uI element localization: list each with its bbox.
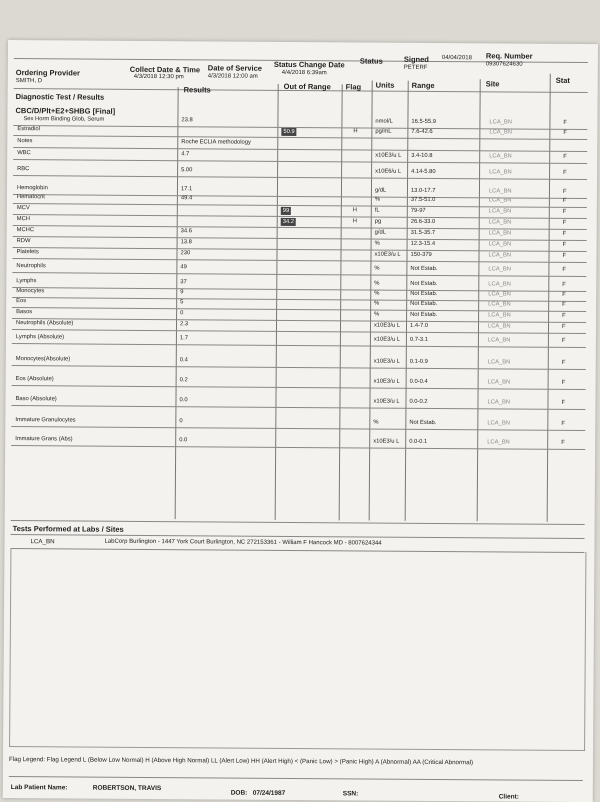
range-value: 3.4-10.8 [411, 152, 433, 159]
row-rule [12, 365, 586, 370]
stat-value: F [561, 337, 566, 344]
dob-value: 07/24/1987 [252, 789, 286, 797]
units-value: nmol/L [375, 118, 393, 125]
site-value: LCA_BN [487, 420, 510, 427]
result-value: 17.1 [180, 186, 193, 193]
site-value: LCA_BN [488, 291, 511, 298]
row-rule [11, 426, 585, 431]
service-label: Date of Service [207, 63, 263, 73]
range-value: 7.6-42.6 [411, 128, 433, 135]
row-rule [12, 343, 586, 348]
signed-date: 04/04/2018 [441, 55, 472, 62]
out-of-range-value: 34.2 [281, 218, 296, 226]
stat-value: F [561, 420, 565, 427]
site-value: LCA_BN [488, 230, 512, 237]
req-number-value: 09307624630 [485, 61, 523, 68]
row-rule [11, 405, 585, 410]
site-value: LCA_BN [489, 169, 512, 176]
result-value: 0 [179, 418, 183, 425]
units-value: % [374, 196, 381, 203]
range-value: Not Estab. [410, 280, 438, 288]
test-name: RDW [16, 238, 31, 245]
site-value: LCA_BN [488, 266, 511, 273]
req-number-label: Req. Number [485, 51, 533, 61]
collect-label: Collect Date & Time [129, 64, 201, 75]
signed-label: Signed [403, 54, 429, 64]
result-value: 0.0 [179, 437, 188, 444]
labs-title: Tests Performed at Labs / Sites [12, 524, 124, 534]
stat-value: F [562, 291, 566, 298]
result-value: 37 [180, 279, 187, 286]
row-rule [12, 329, 586, 334]
units-value: fL [374, 207, 380, 214]
flag-value: H [352, 207, 358, 214]
patient-name: ROBERTSON, TRAVIS [92, 784, 162, 793]
range-value: 0.0-0.4 [409, 378, 428, 385]
range-value: 12.3-15.4 [410, 240, 436, 247]
out-of-range-value: 50.9 [281, 128, 296, 136]
range-value: Not Estab. [410, 311, 438, 319]
row-rule [13, 214, 587, 219]
units-value: pg/mL [375, 128, 392, 135]
stat-value: F [561, 323, 566, 330]
site-value: LCA_BN [487, 379, 511, 386]
test-name: Basos [16, 309, 33, 316]
flag-value: H [353, 128, 358, 135]
site-value: LCA_BN [489, 153, 512, 160]
labs-rule [11, 534, 585, 539]
site-value: LCA_BN [487, 337, 511, 344]
ordering-provider-label: Ordering Provider [15, 68, 80, 78]
units-col-header: Units [375, 80, 395, 90]
stat-value: F [561, 399, 566, 406]
range-value: 31.5-35.7 [410, 229, 436, 236]
row-rule [13, 159, 587, 164]
test-name: Eos [16, 298, 27, 305]
signed-by: PETERF [403, 64, 428, 71]
status-label: Status [359, 56, 383, 66]
test-name: Neutrophils (Absolute) [16, 320, 74, 327]
results-col-header: Results [183, 85, 211, 95]
units-value: x10E3/u L [373, 358, 400, 365]
test-name: Eos (Absolute) [15, 376, 54, 383]
range-value: Not Estab. [409, 419, 437, 427]
site-value: LCA_BN [489, 129, 512, 136]
status-change-label: Status Change Date [273, 59, 345, 70]
units-value: % [374, 240, 380, 247]
stat-col-header: Stat [555, 75, 570, 85]
diagnostic-test-label: Diagnostic Test / Results [15, 92, 105, 102]
stat-value: F [562, 301, 566, 308]
result-value: 0.4 [179, 357, 188, 364]
col-divider [547, 74, 551, 522]
stat-value: F [562, 241, 567, 248]
row-rule [13, 135, 587, 140]
test-name: Neutrophils [16, 263, 46, 270]
row-rule [12, 385, 586, 390]
test-name: Platelets [16, 249, 39, 256]
out-of-range-value: 99 [281, 207, 292, 215]
test-name: MCH [16, 216, 30, 223]
units-value: x10E3/u L [373, 336, 401, 343]
units-value: g/dL [374, 229, 386, 236]
test-name: Immature Granulocytes [15, 417, 76, 424]
out-of-range-col-header: Out of Range [283, 81, 331, 92]
range-value: Not Estab. [410, 265, 438, 273]
labs-site-desc: LabCorp Burlington - 1447 York Court Burlington, NC 272153361 - William F Hancock MD - 8007624344 [104, 538, 382, 547]
range-value: Not Estab. [410, 290, 438, 298]
footer-rule [9, 776, 583, 781]
row-rule [13, 247, 587, 252]
site-value: LCA_BN [487, 323, 511, 330]
ordering-provider-value: SMITH, D [15, 78, 43, 85]
site-value: LCA_BN [488, 312, 511, 319]
units-value: x10E3/u L [373, 398, 400, 405]
row-rule [13, 175, 587, 180]
table-row [13, 166, 587, 176]
site-value: LCA_BN [488, 188, 512, 195]
units-value: x10E3/u L [374, 251, 401, 258]
stat-value: F [562, 230, 567, 237]
test-name: Estradiol [17, 126, 40, 133]
stat-value: F [562, 208, 567, 215]
col-divider [405, 81, 409, 521]
result-value: 49.4 [180, 195, 193, 202]
site-col-header: Site [485, 79, 500, 89]
stat-value: F [563, 119, 568, 126]
result-value: 4.7 [181, 151, 190, 158]
col-divider [175, 87, 179, 519]
range-value: 0.7-3.1 [409, 336, 428, 343]
range-value: 150-379 [410, 251, 432, 258]
row-rule [13, 236, 587, 241]
row-rule [12, 272, 586, 277]
result-value: 2.3 [179, 321, 189, 328]
flag-value: H [352, 218, 357, 225]
labs-site-code: LCA_BN [30, 538, 55, 546]
range-value: 4.14-5.80 [411, 168, 436, 175]
site-value: LCA_BN [488, 208, 512, 215]
result-value: 0 [180, 310, 184, 317]
units-value: x10E3/u L [373, 378, 400, 385]
stat-value: F [562, 312, 566, 319]
test-name: Notes [17, 138, 33, 145]
stat-value: F [562, 188, 567, 195]
stat-value: F [562, 266, 566, 273]
row-rule [13, 203, 587, 208]
result-value: 230 [180, 250, 191, 257]
units-value: % [374, 311, 380, 318]
site-value: LCA_BN [487, 399, 511, 406]
result-value: 23.8 [181, 117, 193, 124]
table-row [13, 185, 587, 195]
range-value: 0.0-0.2 [409, 398, 428, 405]
stat-value: F [561, 439, 565, 446]
site-value: LCA_BN [488, 281, 511, 288]
stat-value: F [561, 359, 566, 366]
table-row [11, 436, 585, 446]
test-name: Baso (Absolute) [15, 396, 57, 403]
range-value: 37.5-51.0 [410, 196, 436, 203]
row-rule [13, 147, 587, 152]
units-value: % [374, 280, 380, 287]
units-value: x10E6/u L [375, 168, 402, 175]
table-row [12, 278, 586, 288]
units-value: x10E3/u L [373, 322, 401, 329]
dob-label: DOB: [230, 789, 248, 797]
result-value: 0.0 [179, 397, 188, 404]
row-rule [13, 225, 587, 230]
range-value: 26.6-33.0 [410, 218, 436, 225]
result-value: 0.2 [179, 377, 188, 384]
test-name: Lymphs (Absolute) [15, 334, 65, 341]
test-name: Hematocrit [16, 194, 45, 201]
patient-name-label: Lab Patient Name: [10, 784, 68, 792]
test-name: Sex Horm Binding Glob, Serum [23, 116, 105, 123]
range-value: 16.5-55.9 [411, 118, 436, 125]
result-value: 49 [180, 264, 187, 271]
result-value: 5.00 [181, 167, 193, 174]
stat-value: F [563, 129, 567, 136]
result-value: 9 [180, 289, 184, 296]
test-name: Immature Grans (Abs) [15, 436, 73, 443]
site-value: LCA_BN [488, 241, 512, 248]
site-value: LCA_BN [487, 359, 511, 366]
col-divider [369, 81, 373, 521]
range-value: 0.1-0.9 [409, 358, 428, 365]
units-value: % [374, 300, 380, 307]
stat-value: F [563, 153, 567, 160]
units-value: % [373, 419, 379, 426]
collect-value: 4/3/2018 12:30 pm [133, 73, 184, 81]
site-value: LCA_BN [488, 219, 512, 226]
client-label: Client: [498, 793, 519, 801]
site-value: LCA_BN [488, 197, 512, 204]
result-value: 13.8 [180, 239, 192, 246]
test-name: Lymphs [16, 278, 37, 285]
table-row [12, 356, 586, 366]
range-value: Not Estab. [410, 300, 438, 308]
table-row [12, 334, 586, 344]
table-row [13, 116, 587, 126]
range-col-header: Range [411, 80, 435, 90]
row-rule [12, 318, 586, 323]
row-rule [12, 258, 586, 263]
stat-value: F [563, 169, 567, 176]
flag-legend: Flag Legend: Flag Legend L (Below Low Normal) H (Above High Normal) LL (Alert Low) HH (Alert High) < (Panic Low) > (Panic High) A (Abnormal) AA (Critical Abnormal) [8, 756, 474, 767]
lab-report-page [3, 40, 598, 802]
table-row [12, 376, 586, 386]
test-name: RBC [17, 166, 30, 173]
site-value: LCA_BN [489, 119, 513, 126]
service-value: 4/3/2018 12:00 am [207, 73, 258, 80]
units-value: % [374, 290, 380, 297]
result-value: 1.7 [179, 335, 189, 342]
units-value: x10E3/u L [373, 438, 400, 445]
site-value: LCA_BN [488, 252, 512, 259]
site-value: LCA_BN [488, 301, 511, 308]
result-value: 34.6 [180, 228, 192, 235]
status-change-value: 4/4/2018 6:39am [281, 69, 327, 77]
range-value: 13.0-17.7 [410, 187, 436, 194]
stat-value: F [562, 281, 566, 288]
stat-value: F [562, 252, 567, 259]
units-value: pg [374, 218, 382, 225]
table-row [12, 396, 586, 406]
flag-col-header: Flag [345, 82, 362, 92]
panel-title: CBC/D/Plt+E2+SHBG [Final] [15, 106, 116, 116]
stat-value: F [562, 219, 567, 226]
test-name: WBC [17, 150, 31, 157]
result-value: 5 [180, 299, 184, 306]
range-value: 79-97 [410, 207, 426, 214]
range-value: 0.0-0.1 [409, 438, 428, 445]
units-value: % [374, 265, 380, 272]
test-name: Monocytes(Absolute) [15, 356, 71, 363]
table-row [11, 417, 585, 427]
row-rule [12, 307, 586, 312]
ssn-label: SSN: [342, 790, 359, 798]
result-value: Roche ECLIA methodology [181, 139, 251, 146]
stat-value: F [562, 197, 567, 204]
test-name: MCV [16, 205, 30, 212]
site-value: LCA_BN [487, 439, 510, 446]
test-name: Hemoglobin [16, 185, 48, 192]
units-value: x10E3/u L [375, 152, 402, 159]
row-rule [11, 445, 585, 450]
comments-area [9, 548, 586, 751]
test-name: MCHC [16, 227, 35, 234]
table-row [12, 263, 586, 273]
stat-value: F [561, 379, 566, 386]
units-value: g/dL [374, 187, 387, 194]
range-value: 1.4-7.0 [409, 322, 429, 329]
test-name: Monocytes [16, 288, 45, 295]
